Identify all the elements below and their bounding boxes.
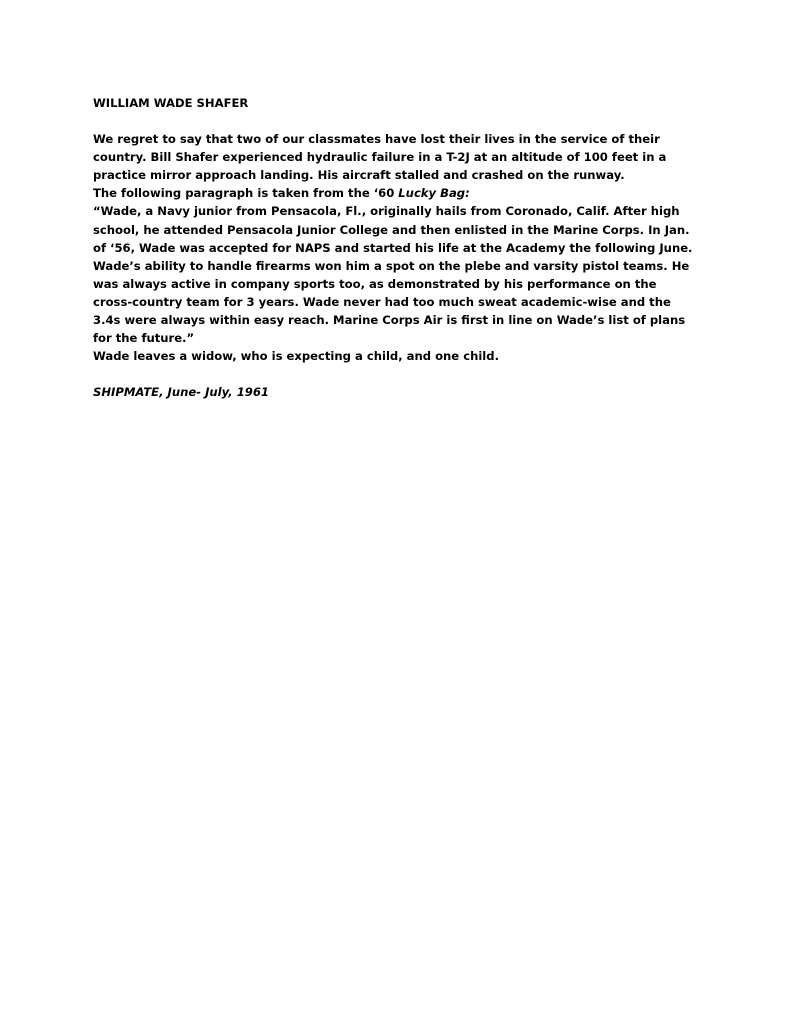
quote-line: Wade’s ability to handle firearms won him a spot on the plebe and varsity pistol teams. He (93, 258, 690, 273)
quote-line: cross-country team for 3 years. Wade never had too much sweat academic-wise and the (93, 294, 671, 309)
paragraph-gap (93, 365, 703, 383)
quote-line: for the future.” (93, 331, 195, 346)
closing-line: Wade leaves a widow, who is expecting a child, and one child. (93, 349, 499, 364)
intro-paragraph (93, 130, 703, 365)
source-line (93, 184, 703, 202)
quote-line: of ‘56, Wade was accepted for NAPS and started his life at the Academy the following June. (93, 240, 693, 255)
citation: SHIPMATE, June- July, 1961 (93, 385, 269, 400)
intro-line: practice mirror approach landing. His aircraft stalled and crashed on the runway. (93, 168, 625, 183)
intro-line: We regret to say that two of our classmates have lost their lives in the service of their (93, 132, 660, 147)
quote-line: was always active in company sports too, as demonstrated by his performance on the (93, 276, 657, 291)
document-body (93, 94, 703, 401)
quote-line: “Wade, a Navy junior from Pensacola, Fl., originally hails from Coronado, Calif. After high (93, 204, 680, 219)
intro-line: country. Bill Shafer experienced hydraulic failure in a T-2J at an altitude of 100 feet in a (93, 150, 667, 165)
document-title: WILLIAM WADE SHAFER (93, 96, 249, 110)
quote-line: school, he attended Pensacola Junior College and then enlisted in the Marine Corps. In Jan. (93, 222, 690, 237)
source-intro: The following paragraph is taken from the ‘60 (93, 186, 399, 201)
source-title: Lucky Bag: (398, 186, 470, 201)
quote-line: 3.4s were always within easy reach. Marine Corps Air is first in line on Wade’s list of plans (93, 313, 686, 328)
